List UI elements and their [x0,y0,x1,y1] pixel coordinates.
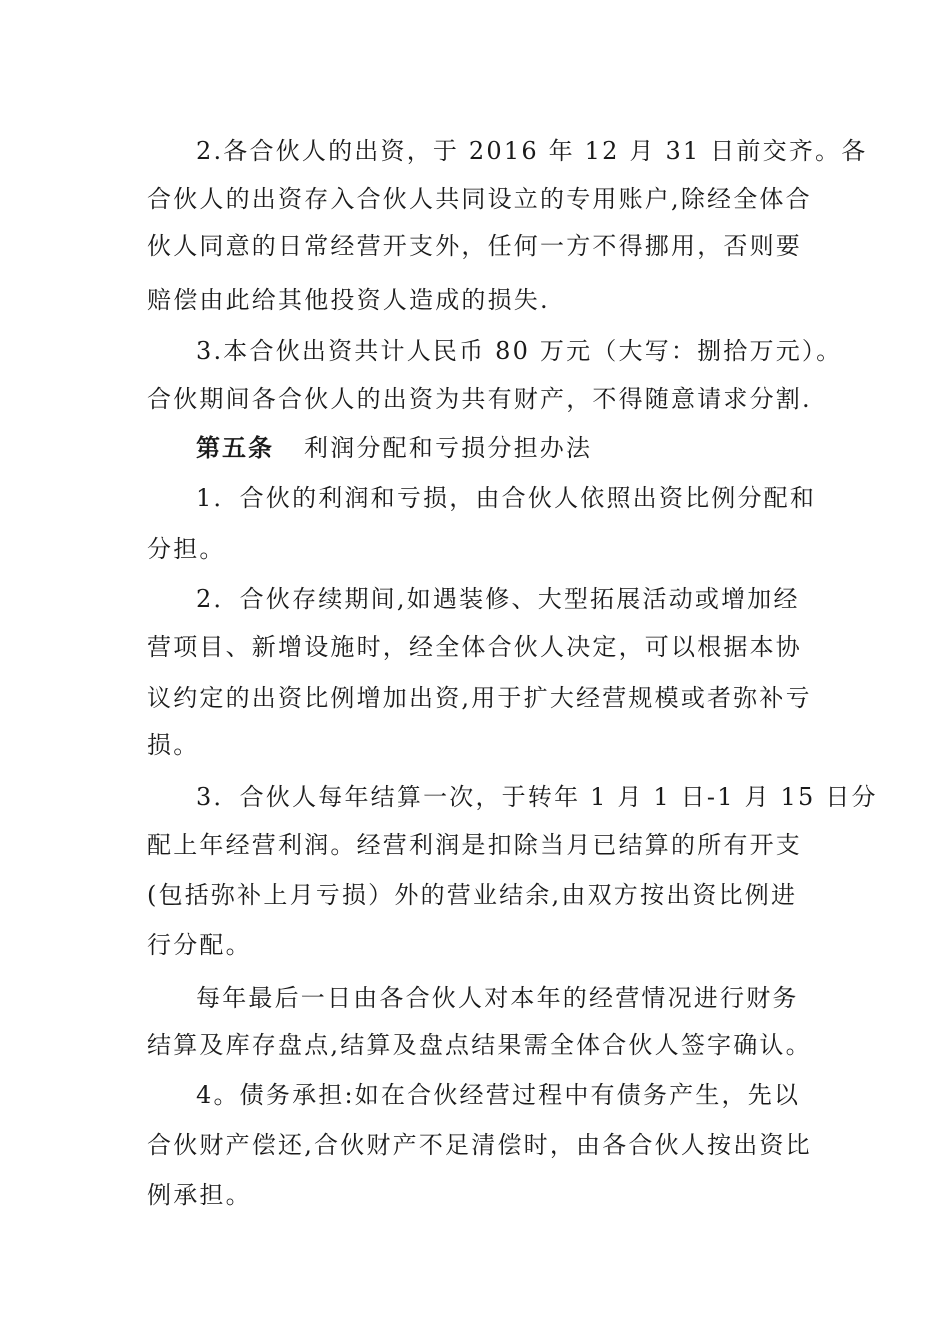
paragraph-line: 2．合伙存续期间,如遇装修、大型拓展活动或增加经 [196,585,800,613]
paragraph-line: (包括弥补上月亏损）外的营业结余,由双方按出资比例进 [147,881,798,909]
paragraph-line: 1．合伙的利润和亏损，由合伙人依照出资比例分配和 [196,484,817,512]
paragraph-line: 每年最后一日由各合伙人对本年的经营情况进行财务 [196,984,799,1012]
paragraph-line: 合伙期间各合伙人的出资为共有财产，不得随意请求分割. [147,385,812,413]
paragraph-line: 分担。 [147,535,226,563]
paragraph-line: 营项目、新增设施时，经全体合伙人决定，可以根据本协 [147,633,802,661]
paragraph-line: 合伙人的出资存入合伙人共同设立的专用账户,除经全体合 [147,185,812,213]
article-title: 利润分配和亏损分担办法 [304,434,593,462]
article-heading [196,433,592,463]
paragraph-line: 伙人同意的日常经营开支外，任何一方不得挪用，否则要 [147,232,802,260]
paragraph-line: 议约定的出资比例增加出资,用于扩大经营规模或者弥补亏 [147,684,812,712]
paragraph-line: 2.各合伙人的出资，于 2016 年 12 月 31 日前交齐。各 [196,137,868,165]
paragraph-line: 4。债务承担:如在合伙经营过程中有债务产生，先以 [196,1081,801,1109]
paragraph-line: 3.本合伙出资共计人民币 80 万元（大写：捌拾万元）。 [196,337,843,365]
paragraph-line: 赔偿由此给其他投资人造成的损失. [147,286,550,314]
paragraph-line: 配上年经营利润。经营利润是扣除当月已结算的所有开支 [147,831,802,859]
article-number: 第五条 [196,434,274,462]
paragraph-line: 行分配。 [147,931,252,959]
paragraph-line: 损。 [147,731,200,759]
paragraph-line: 例承担。 [147,1181,252,1209]
paragraph-line: 结算及库存盘点,结算及盘点结果需全体合伙人签字确认。 [147,1031,812,1059]
paragraph-line: 合伙财产偿还,合伙财产不足清偿时，由各合伙人按出资比 [147,1131,812,1159]
paragraph-line: 3．合伙人每年结算一次，于转年 1 月 1 日-1 月 15 日分 [196,783,878,811]
